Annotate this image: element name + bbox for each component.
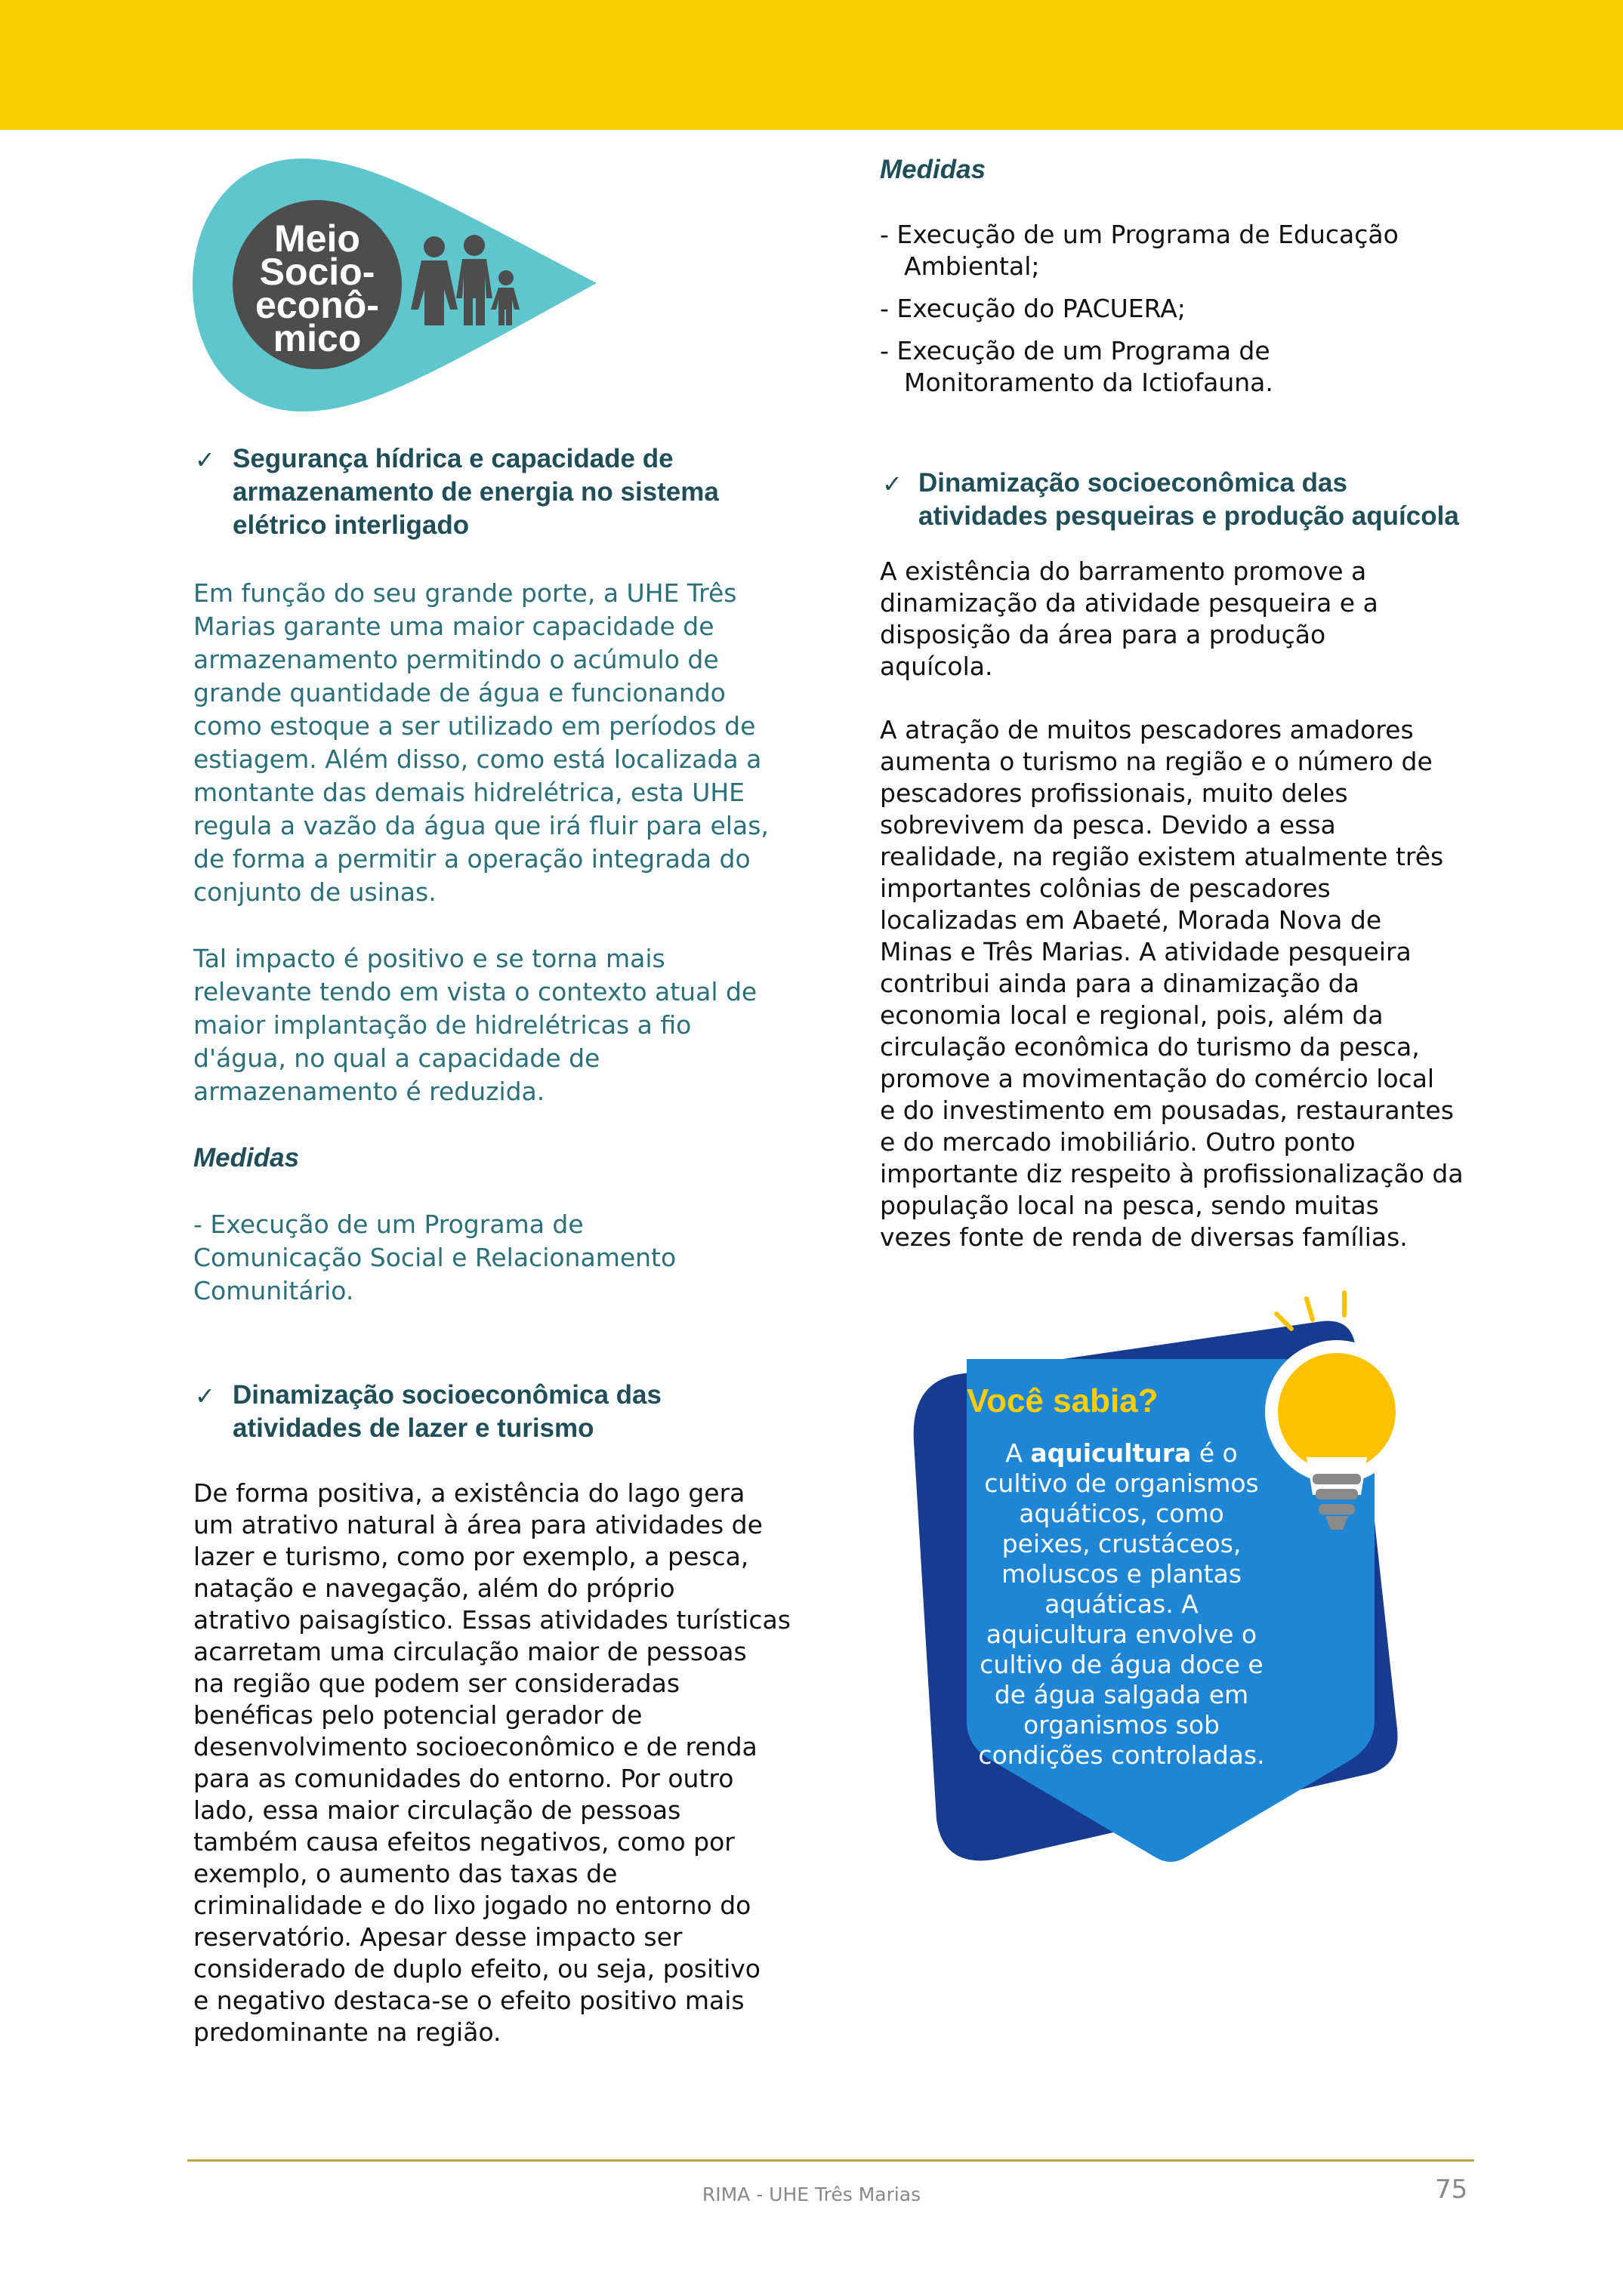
measure-line: - Execução de um Programa de Educação xyxy=(880,220,1399,249)
measure-item xyxy=(880,293,1529,325)
text-line: montante das demais hidrelétrica, esta UHE xyxy=(193,778,745,807)
medidas-list xyxy=(880,219,1529,409)
text-line: peixes, crustáceos, xyxy=(1001,1529,1242,1558)
text-line: estiagem. Além disso, como está localizada a xyxy=(193,744,762,774)
section-title-seguranca-hidrica xyxy=(233,442,822,542)
text-line: grande quantidade de água e funcionando xyxy=(193,678,726,707)
text-line: conjunto de usinas. xyxy=(193,877,437,907)
text-line: também causa efeitos negativos, como por xyxy=(193,1827,735,1857)
text-line: contribui ainda para a dinamização da xyxy=(880,969,1359,998)
text-fragment: A xyxy=(1005,1438,1031,1468)
medidas-label: Medidas xyxy=(880,155,986,184)
text-line: cultivo de organismos xyxy=(984,1469,1259,1498)
title-line: Segurança hídrica e capacidade de xyxy=(233,444,674,473)
text-line: população local na pesca, sendo muitas xyxy=(880,1191,1379,1220)
text-line: e negativo destaca-se o efeito positivo mais xyxy=(193,1986,745,2015)
text-line: atrativo paisagístico. Essas atividades turísticas xyxy=(193,1605,791,1635)
infobox-title: Você sabia? xyxy=(967,1382,1159,1419)
text-line: importante diz respeito à profissionalização da xyxy=(880,1159,1464,1188)
measure-line: Ambiental; xyxy=(904,251,1040,281)
title-line: armazenamento de energia no sistema xyxy=(233,477,719,507)
text-line: sobrevivem da pesca. Devido a essa xyxy=(880,810,1336,840)
text-line: importantes colônias de pescadores xyxy=(880,874,1331,903)
text-line: lado, essa maior circulação de pessoas xyxy=(193,1795,681,1825)
text-line: aquícola. xyxy=(880,652,993,681)
badge-line-2: Socio- xyxy=(259,251,375,293)
text-line: natação e navegação, além do próprio xyxy=(193,1573,675,1603)
text-line: d'água, no qual a capacidade de xyxy=(193,1043,600,1073)
page-number: 75 xyxy=(1435,2174,1468,2205)
text-line: exemplo, o aumento das taxas de xyxy=(193,1859,618,1888)
text-line: economia local e regional, pois, além da xyxy=(880,1000,1384,1030)
text-line: pescadores profissionais, muito deles xyxy=(880,778,1348,808)
text-line: considerado de duplo efeito, ou seja, positivo xyxy=(193,1954,761,1983)
paragraph xyxy=(193,942,843,1108)
title-line: elétrico interligado xyxy=(233,510,470,540)
text-line: Marias garante uma maior capacidade de xyxy=(193,612,714,641)
text-line: disposição da área para a produção xyxy=(880,620,1326,649)
section-title-lazer-turismo xyxy=(233,1379,822,1445)
measure-line: - Execução do PACUERA; xyxy=(880,294,1186,323)
title-line: atividades de lazer e turismo xyxy=(233,1413,594,1443)
text-line: vezes fonte de renda de diversas famílias. xyxy=(880,1222,1408,1252)
text-line: e do investimento em pousadas, restaurantes xyxy=(880,1096,1454,1125)
check-icon: ✓ xyxy=(195,1382,215,1410)
infobox-text xyxy=(948,1438,1295,1771)
text-line: condições controladas. xyxy=(978,1740,1265,1770)
check-icon: ✓ xyxy=(882,470,903,498)
measure-line: - Execução de um Programa de xyxy=(880,336,1270,365)
text-line: dinamização da atividade pesqueira e a xyxy=(880,588,1378,618)
text-line: Em função do seu grande porte, a UHE Três xyxy=(193,578,737,608)
text-fragment: é o xyxy=(1191,1438,1238,1468)
text-line: de água salgada em xyxy=(994,1680,1249,1709)
text-line: moluscos e plantas xyxy=(1001,1559,1242,1589)
footer-divider xyxy=(187,2159,1474,2162)
text-line: promove a movimentação do comércio local xyxy=(880,1064,1435,1093)
section1-body xyxy=(193,577,843,1308)
badge-line-3: econô- xyxy=(255,284,379,326)
infobox-lead xyxy=(948,1438,1295,1469)
text-line: na região que podem ser consideradas xyxy=(193,1669,680,1698)
text-line: Minas e Três Marias. A atividade pesqueira xyxy=(880,937,1412,966)
text-line: armazenamento é reduzida. xyxy=(193,1077,545,1106)
title-line: atividades pesqueiras e produção aquícola xyxy=(918,501,1459,531)
section-title-atividades-pesqueiras xyxy=(918,467,1523,533)
badge-line-4: mico xyxy=(273,317,362,359)
paragraph xyxy=(880,556,1544,683)
text-line: organismos sob xyxy=(1023,1710,1220,1740)
text-line: maior implantação de hidrelétricas a fio xyxy=(193,1010,692,1040)
text-line: A existência do barramento promove a xyxy=(880,556,1367,586)
text-line: criminalidade e do lixo jogado no entorno do xyxy=(193,1891,751,1920)
paragraph xyxy=(193,577,843,909)
badge-line-1: Meio xyxy=(274,217,360,260)
text-line: Comunitário. xyxy=(193,1276,354,1305)
meio-socioeconomico-badge xyxy=(189,155,604,415)
text-line: aumenta o turismo na região e o número de xyxy=(880,747,1433,776)
keyword-aquicultura: aquicultura xyxy=(1030,1438,1192,1468)
text-line: De forma positiva, a existência do lago gera xyxy=(193,1478,745,1508)
text-line: - Execução de um Programa de xyxy=(193,1210,584,1239)
text-line: desenvolvimento socioeconômico e de renda xyxy=(193,1732,758,1761)
text-line: e do mercado imobiliário. Outro ponto xyxy=(880,1127,1356,1157)
section2-body xyxy=(193,1478,843,2048)
text-line: de forma a permitir a operação integrada do xyxy=(193,844,751,874)
top-color-bar xyxy=(0,0,1623,130)
text-line: Comunicação Social e Relacionamento xyxy=(193,1243,677,1272)
text-line: A atração de muitos pescadores amadores xyxy=(880,715,1414,744)
text-line: um atrativo natural à área para atividades de xyxy=(193,1510,763,1539)
text-line: localizadas em Abaeté, Morada Nova de xyxy=(880,905,1382,935)
paragraph xyxy=(880,714,1544,1253)
right-section-body xyxy=(880,556,1544,1253)
text-line: aquicultura envolve o xyxy=(986,1620,1257,1649)
text-line: benéficas pelo potencial gerador de xyxy=(193,1700,643,1730)
text-line: predominante na região. xyxy=(193,2017,501,2047)
measure-item xyxy=(880,335,1529,399)
text-line: Tal impacto é positivo e se torna mais xyxy=(193,944,665,973)
text-line: reservatório. Apesar desse impacto ser xyxy=(193,1922,683,1952)
measure-item xyxy=(880,219,1529,282)
text-line: aquáticos, como xyxy=(1019,1499,1224,1528)
medidas-list xyxy=(193,1208,843,1308)
text-line: relevante tendo em vista o contexto atual de xyxy=(193,977,758,1006)
text-line: para as comunidades do entorno. Por outro xyxy=(193,1764,734,1793)
text-line: circulação econômica do turismo da pesca, xyxy=(880,1032,1420,1062)
text-line: regula a vazão da água que irá fluir para elas, xyxy=(193,811,769,840)
title-line: Dinamização socioeconômica das xyxy=(233,1380,662,1410)
medidas-label: Medidas xyxy=(193,1143,300,1173)
text-line: aquáticas. A xyxy=(1044,1589,1199,1619)
text-line: armazenamento permitindo o acúmulo de xyxy=(193,645,719,674)
text-line: como estoque a ser utilizado em períodos de xyxy=(193,711,756,741)
check-icon: ✓ xyxy=(195,445,215,474)
text-line: cultivo de água doce e xyxy=(980,1650,1264,1679)
text-line: realidade, na região existem atualmente três xyxy=(880,842,1444,871)
text-line: acarretam uma circulação maior de pessoas xyxy=(193,1637,747,1666)
title-line: Dinamização socioeconômica das xyxy=(918,468,1347,498)
footer-title: RIMA - UHE Três Marias xyxy=(702,2184,921,2205)
measure-line: Monitoramento da Ictiofauna. xyxy=(904,368,1273,397)
text-line: lazer e turismo, como por exemplo, a pesca, xyxy=(193,1542,749,1571)
